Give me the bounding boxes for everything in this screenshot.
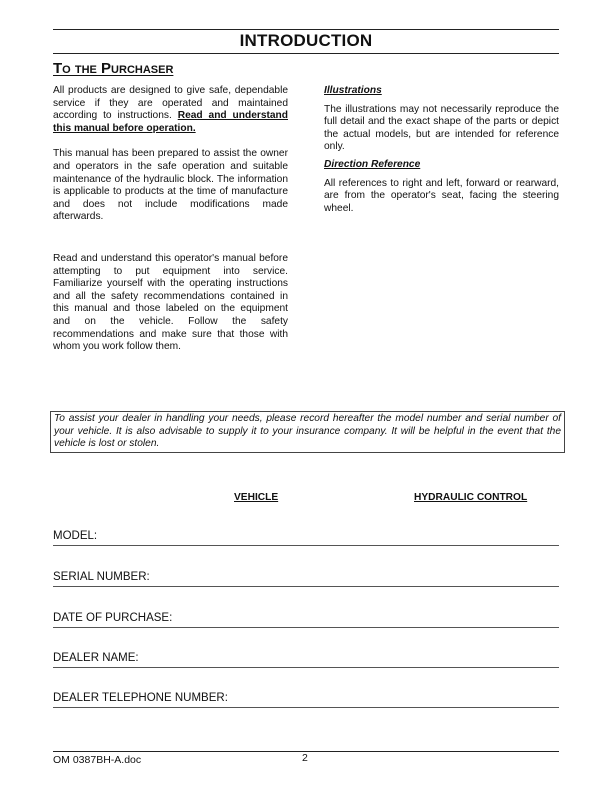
serial-number-label: SERIAL NUMBER:	[53, 571, 150, 583]
safety-paragraph: Read and understand this operator's manual before attempting to put equipment into service. Familiarize yourself with the operating instructions and all the safety recommendations contained in this manual and those labeled on the equipment and on the vehicle. Follow the safety recommendations and make sure that those with whom you work follow them.	[53, 252, 288, 353]
dealer-telephone-field[interactable]	[53, 691, 559, 708]
model-field[interactable]	[53, 529, 559, 546]
intro-text: All products are designed to give safe, dependable service if they are operated and maintained according to instructions.	[53, 85, 288, 122]
date-of-purchase-label: DATE OF PURCHASE:	[53, 612, 173, 624]
dealer-name-label: DEALER NAME:	[53, 652, 139, 664]
footer-document-name: OM 0387BH-A.doc	[53, 754, 142, 766]
direction-reference-heading: Direction Reference	[324, 158, 421, 170]
illustrations-heading: Illustrations	[324, 85, 382, 96]
page-title: INTRODUCTION	[239, 31, 373, 50]
direction-reference-paragraph: All references to right and left, forward or rearward, are from the operator's seat, facing the steering wheel.	[324, 177, 559, 214]
model-label: MODEL:	[53, 530, 98, 542]
date-of-purchase-field[interactable]	[53, 611, 559, 628]
section-heading: To the Purchaser	[53, 60, 174, 77]
intro-paragraph	[53, 85, 288, 135]
purpose-paragraph: This manual has been prepared to assist the owner and operators in the safe operation and suitable maintenance of the hydraulic block. The information is applicable to products at the time of manufacture and does not include modifications made afterwards.	[53, 148, 288, 223]
dealer-name-field[interactable]	[53, 651, 559, 668]
dealer-telephone-label: DEALER TELEPHONE NUMBER:	[53, 692, 228, 704]
read-manual-warning: Read and understand this manual before operation.	[53, 110, 289, 134]
header-top-rule	[53, 29, 559, 30]
illustrations-paragraph: The illustrations may not necessarily reproduce the full detail and the exact shape of the parts or depict the actual models, but are intended for reference only.	[324, 103, 559, 153]
left-column	[53, 85, 288, 354]
right-column	[324, 85, 559, 215]
vehicle-column-header: VEHICLE	[234, 492, 279, 503]
record-notice-box: To assist your dealer in handling your needs, please record hereafter the model number and serial number of your vehicle. It is also advisable to supply it to your insurance company. It will be helpful in the event that the vehicle is lost or stolen.	[50, 411, 565, 453]
hydraulic-control-column-header: HYDRAULIC CONTROL	[414, 492, 528, 503]
header-bottom-rule	[53, 53, 559, 54]
page-number: 2	[302, 752, 308, 764]
serial-number-field[interactable]	[53, 570, 559, 587]
